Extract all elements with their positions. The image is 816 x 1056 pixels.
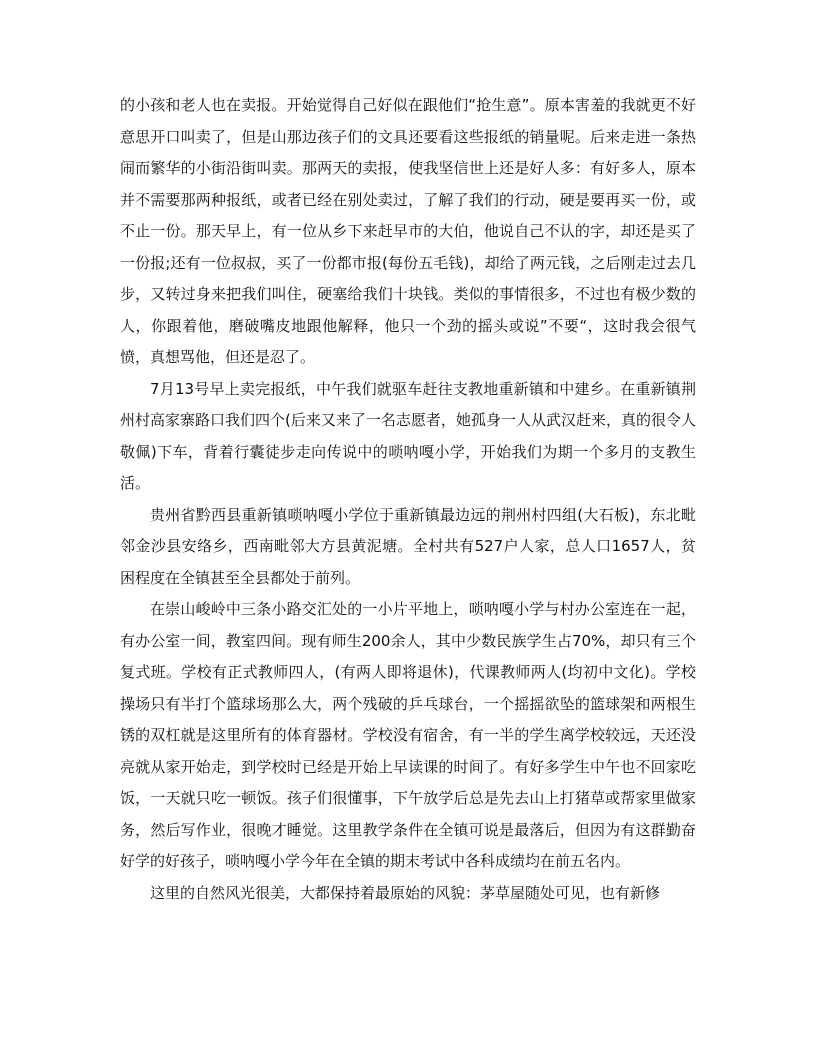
- paragraph-continued: 的小孩和老人也在卖报。开始觉得自己好似在跟他们“抢生意”。原本害羞的我就更不好意思开口叫卖了，但是山那边孩子们的文具还要看这些报纸的销量呢。后来走进一条热闹而繁华的小街沿街叫卖。那两天的卖报，使我坚信世上还是好人多：有好多人，原本并不需要那两种报纸，或者已经在别处卖过，了解了我们的行动，硬是要再买一份，或不止一份。那天早上，有一位从乡下来赶早市的大伯，他说自己不认的字，却还是买了一份报;还有一位叔叔，买了一份都市报(每份五毛钱)，却给了两元钱，之后刚走过去几步，又转过身来把我们叫住，硬塞给我们十块钱。类似的事情很多，不过也有极少数的人，你跟着他，磨破嘴皮地跟他解释，他只一个劲的摇头或说”不要“，这时我会很气愤，真想骂他，但还是忍了。: [120, 96, 696, 366]
- paragraph-departure: 7月13号早上卖完报纸，中午我们就驱车赶往支教地重新镇和中建乡。在重新镇荆州村高家寨路口我们四个(后来又来了一名志愿者，她孤身一人从武汉赶来，真的很令人敬佩)下车，背着行囊徒步走向传说中的唢呐嘎小学，开始我们为期一个多月的支教生活。: [120, 379, 696, 492]
- paragraph-school-conditions: 在崇山峻岭中三条小路交汇处的一小片平地上，唢呐嘎小学与村办公室连在一起，有办公室一间，教室四间。现有师生200余人，其中少数民族学生占70%，却只有三个复式班。学校有正式教师四人，(有两人即将退休)，代课教师两人(均初中文化)。学校操场只有半打个篮球场那么大，两个残破的乒乓球台，一个摇摇欲坠的篮球架和两根生锈的双杠就是这里所有的体育器材。学校没有宿舍，有一半的学生离学校较远，天还没亮就从家开始走，到学校时已经是开始上早读课的时间了。有好多学生中午也不回家吃饭，一天就只吃一顿饭。孩子们很懂事，下午放学后总是先去山上打猪草或帮家里做家务，然后写作业，很晚才睡觉。这里教学条件在全镇可说是最落后，但因为有这群勤奋好学的好孩子，唢呐嘎小学今年在全镇的期末考试中各科成绩均在前五名内。: [120, 600, 696, 870]
- paragraph-scenery: 这里的自然风光很美，大都保持着最原始的风貌：茅草屋随处可见，也有新修: [150, 883, 661, 902]
- document-body: [120, 90, 696, 909]
- paragraph-school-location: 贵州省黔西县重新镇唢呐嘎小学位于重新镇最边远的荆州村四组(大石板)，东北毗邻金沙县安络乡，西南毗邻大方县黄泥塘。全村共有527户人家，总人口1657人，贫困程度在全镇甚至全县都处于前列。: [120, 505, 696, 587]
